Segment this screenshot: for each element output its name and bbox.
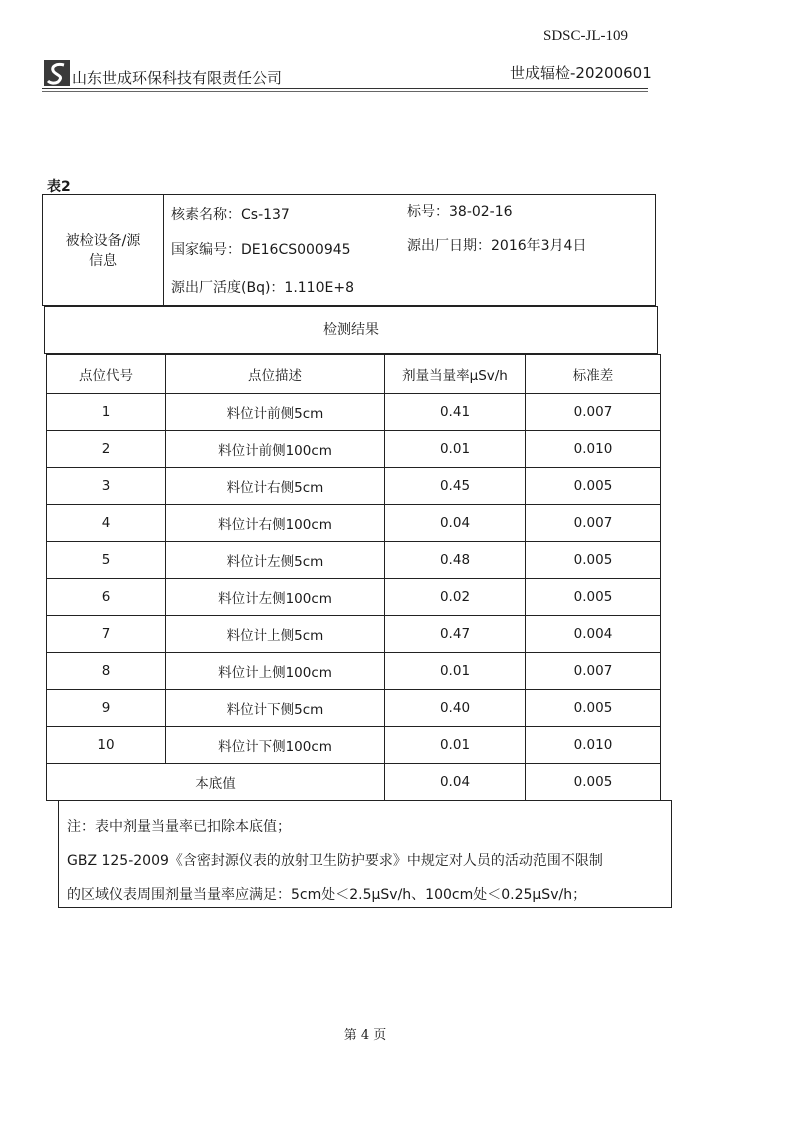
company-logo [44, 60, 70, 86]
col-header-desc: 点位描述 [166, 355, 385, 394]
results-title: 检测结果 [323, 322, 379, 338]
cell-sd: 0.010 [526, 431, 661, 468]
cell-sd: 0.007 [526, 394, 661, 431]
factory-activity: 源出厂活度(Bq)：1.110E+8 [171, 280, 354, 296]
table-row [47, 690, 661, 727]
company-name: 山东世成环保科技有限责任公司 [72, 69, 283, 87]
cell-sd: 0.005 [526, 468, 661, 505]
col-header-rate: 剂量当量率μSv/h [385, 355, 526, 394]
cell-sd: 0.007 [526, 653, 661, 690]
table-row [47, 653, 661, 690]
table-row [47, 616, 661, 653]
note-line: GBZ 125-2009《含密封源仪表的放射卫生防护要求》中规定对人员的活动范围不限制 [67, 853, 603, 869]
background-rate: 0.04 [385, 764, 526, 801]
cell-sd: 0.005 [526, 690, 661, 727]
cell-code: 1 [47, 394, 166, 431]
col-header-code: 点位代号 [47, 355, 166, 394]
cell-code: 6 [47, 579, 166, 616]
header-divider [42, 88, 648, 89]
cell-desc: 料位计左侧5cm [166, 542, 385, 579]
cell-rate: 0.48 [385, 542, 526, 579]
national-number: 国家编号：DE16CS000945 [171, 242, 351, 258]
factory-date: 源出厂日期：2016年3月4日 [407, 238, 587, 254]
table-row [47, 505, 661, 542]
table-row [47, 579, 661, 616]
background-row [47, 764, 661, 801]
cell-rate: 0.41 [385, 394, 526, 431]
table-row [47, 727, 661, 764]
cell-rate: 0.01 [385, 727, 526, 764]
cell-sd: 0.005 [526, 579, 661, 616]
table-row [47, 431, 661, 468]
cell-code: 7 [47, 616, 166, 653]
cell-rate: 0.01 [385, 431, 526, 468]
source-info-label: 被检设备/源 信息 [65, 233, 141, 269]
cell-desc: 料位计前侧100cm [166, 431, 385, 468]
table-row [47, 468, 661, 505]
table-header-row [47, 355, 661, 394]
cell-sd: 0.007 [526, 505, 661, 542]
cell-rate: 0.04 [385, 505, 526, 542]
table-row [47, 394, 661, 431]
document-code: SDSC-JL-109 [543, 28, 629, 44]
cell-rate: 0.40 [385, 690, 526, 727]
table-title: 表2 [47, 179, 71, 195]
cell-desc: 料位计前侧5cm [166, 394, 385, 431]
source-mark: 标号：38-02-16 [407, 204, 513, 220]
page-number: 第 4 页 [343, 1028, 387, 1043]
report-number: 世成辐检-20200601 [510, 64, 652, 82]
cell-code: 9 [47, 690, 166, 727]
cell-sd: 0.004 [526, 616, 661, 653]
col-header-sd: 标准差 [526, 355, 661, 394]
source-info-panel [42, 194, 656, 306]
cell-desc: 料位计下侧5cm [166, 690, 385, 727]
cell-rate: 0.02 [385, 579, 526, 616]
header-divider-secondary [42, 91, 648, 92]
cell-rate: 0.01 [385, 653, 526, 690]
notes-panel [58, 800, 672, 908]
cell-rate: 0.47 [385, 616, 526, 653]
cell-desc: 料位计左侧100cm [166, 579, 385, 616]
cell-sd: 0.005 [526, 542, 661, 579]
results-header [44, 306, 658, 354]
cell-rate: 0.45 [385, 468, 526, 505]
background-label: 本底值 [47, 764, 385, 801]
cell-code: 5 [47, 542, 166, 579]
table-row [47, 542, 661, 579]
cell-desc: 料位计右侧5cm [166, 468, 385, 505]
cell-desc: 料位计上侧100cm [166, 653, 385, 690]
note-line: 注：表中剂量当量率已扣除本底值； [67, 819, 291, 835]
cell-desc: 料位计上侧5cm [166, 616, 385, 653]
results-table [46, 354, 661, 801]
cell-code: 8 [47, 653, 166, 690]
cell-desc: 料位计下侧100cm [166, 727, 385, 764]
cell-sd: 0.010 [526, 727, 661, 764]
background-sd: 0.005 [526, 764, 661, 801]
note-line: 的区域仪表周围剂量当量率应满足：5cm处＜2.5μSv/h、100cm处＜0.25μSv/h； [67, 887, 587, 903]
cell-code: 4 [47, 505, 166, 542]
cell-code: 10 [47, 727, 166, 764]
nuclide-name: 核素名称：Cs-137 [171, 207, 290, 223]
cell-desc: 料位计右侧100cm [166, 505, 385, 542]
cell-code: 2 [47, 431, 166, 468]
cell-code: 3 [47, 468, 166, 505]
